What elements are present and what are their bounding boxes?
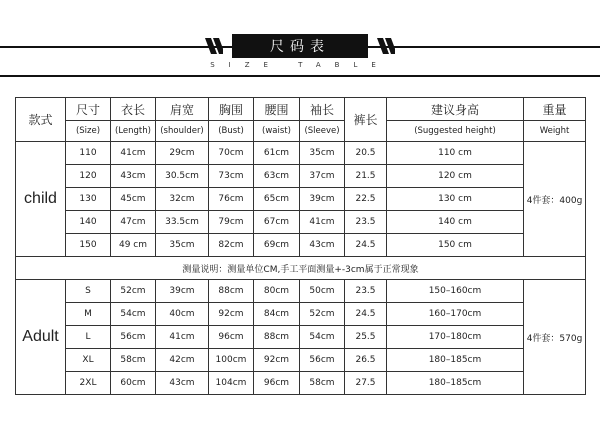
weight-child: 4件套：400g [524, 142, 586, 257]
header-row-en [16, 121, 586, 142]
cell: 58cm [111, 349, 156, 372]
cell: 170–180cm [387, 326, 524, 349]
cell: 43cm [111, 165, 156, 188]
cell: 88cm [209, 280, 254, 303]
cell: 110 cm [387, 142, 524, 165]
cell: 30.5cm [156, 165, 209, 188]
col-weight-en: Weight [524, 121, 586, 142]
cell: M [66, 303, 111, 326]
cell: 50cm [300, 280, 345, 303]
size-table [15, 97, 586, 395]
cell: 160–170cm [387, 303, 524, 326]
cell: 40cm [156, 303, 209, 326]
col-bust-en: (Bust) [209, 121, 254, 142]
table-row [16, 303, 586, 326]
cell: 47cm [111, 211, 156, 234]
cell: 58cm [300, 372, 345, 395]
cell: 96cm [209, 326, 254, 349]
cell: 37cm [300, 165, 345, 188]
cell: 24.5 [345, 234, 387, 257]
cell: 84cm [254, 303, 300, 326]
cell: 52cm [111, 280, 156, 303]
cell: 29cm [156, 142, 209, 165]
cell: 110 [66, 142, 111, 165]
table-row [16, 234, 586, 257]
cell: 39cm [300, 188, 345, 211]
cell: L [66, 326, 111, 349]
cell: 73cm [209, 165, 254, 188]
col-size: 尺寸 [66, 98, 111, 121]
stripe-decoration-icon [377, 38, 395, 54]
col-pants-length: 裤长 [345, 98, 387, 142]
cell: 54cm [300, 326, 345, 349]
cell: 41cm [111, 142, 156, 165]
cell: 92cm [209, 303, 254, 326]
cell: 120 cm [387, 165, 524, 188]
measurement-note: 测量说明：测量单位CM,手工平面测量+-3cm属于正常现象 [16, 257, 586, 280]
category-adult: Adult [16, 280, 66, 395]
cell: 43cm [156, 372, 209, 395]
cell: 26.5 [345, 349, 387, 372]
cell: 150 [66, 234, 111, 257]
table-row [16, 326, 586, 349]
note-row [16, 257, 586, 280]
col-size-en: (Size) [66, 121, 111, 142]
cell: 150 cm [387, 234, 524, 257]
cell: 32cm [156, 188, 209, 211]
table-row [16, 372, 586, 395]
cell: 69cm [254, 234, 300, 257]
cell: 54cm [111, 303, 156, 326]
cell: 79cm [209, 211, 254, 234]
cell: 104cm [209, 372, 254, 395]
cell: XL [66, 349, 111, 372]
cell: 88cm [254, 326, 300, 349]
table-row [16, 280, 586, 303]
stripe-decoration-icon [205, 38, 223, 54]
col-weight: 重量 [524, 98, 586, 121]
cell: 140 [66, 211, 111, 234]
table-row [16, 211, 586, 234]
cell: 39cm [156, 280, 209, 303]
col-waist-en: (waist) [254, 121, 300, 142]
cell: 23.5 [345, 280, 387, 303]
col-length: 衣长 [111, 98, 156, 121]
col-suggested-height: 建议身高 [387, 98, 524, 121]
header-rule-bottom [0, 75, 600, 77]
cell: 130 [66, 188, 111, 211]
cell: 130 cm [387, 188, 524, 211]
col-style: 款式 [16, 98, 66, 142]
col-suggested-height-en: (Suggested height) [387, 121, 524, 142]
cell: 41cm [156, 326, 209, 349]
cell: 42cm [156, 349, 209, 372]
table-row [16, 165, 586, 188]
cell: 56cm [300, 349, 345, 372]
table-row [16, 349, 586, 372]
cell: 56cm [111, 326, 156, 349]
cell: 52cm [300, 303, 345, 326]
category-child: child [16, 142, 66, 257]
cell: S [66, 280, 111, 303]
cell: 120 [66, 165, 111, 188]
cell: 180–185cm [387, 349, 524, 372]
cell: 180–185cm [387, 372, 524, 395]
cell: 43cm [300, 234, 345, 257]
cell: 80cm [254, 280, 300, 303]
cell: 61cm [254, 142, 300, 165]
cell: 92cm [254, 349, 300, 372]
col-sleeve-en: (Sleeve) [300, 121, 345, 142]
header-row-cn [16, 98, 586, 121]
col-length-en: (Length) [111, 121, 156, 142]
cell: 49 cm [111, 234, 156, 257]
cell: 33.5cm [156, 211, 209, 234]
col-shoulder-en: (shoulder) [156, 121, 209, 142]
cell: 65cm [254, 188, 300, 211]
cell: 96cm [254, 372, 300, 395]
cell: 24.5 [345, 303, 387, 326]
cell: 100cm [209, 349, 254, 372]
col-shoulder: 肩宽 [156, 98, 209, 121]
cell: 76cm [209, 188, 254, 211]
cell: 150–160cm [387, 280, 524, 303]
cell: 67cm [254, 211, 300, 234]
cell: 63cm [254, 165, 300, 188]
table-row [16, 188, 586, 211]
cell: 2XL [66, 372, 111, 395]
cell: 20.5 [345, 142, 387, 165]
cell: 27.5 [345, 372, 387, 395]
weight-adult: 4件套：570g [524, 280, 586, 395]
cell: 41cm [300, 211, 345, 234]
cell: 35cm [156, 234, 209, 257]
cell: 35cm [300, 142, 345, 165]
col-sleeve: 袖长 [300, 98, 345, 121]
page-subtitle: SIZE TABLE [210, 61, 390, 69]
page-title: 尺码表 [232, 34, 368, 58]
cell: 140 cm [387, 211, 524, 234]
cell: 60cm [111, 372, 156, 395]
col-bust: 胸围 [209, 98, 254, 121]
cell: 22.5 [345, 188, 387, 211]
cell: 21.5 [345, 165, 387, 188]
cell: 25.5 [345, 326, 387, 349]
cell: 23.5 [345, 211, 387, 234]
cell: 70cm [209, 142, 254, 165]
cell: 45cm [111, 188, 156, 211]
table-row [16, 142, 586, 165]
cell: 82cm [209, 234, 254, 257]
col-waist: 腰围 [254, 98, 300, 121]
